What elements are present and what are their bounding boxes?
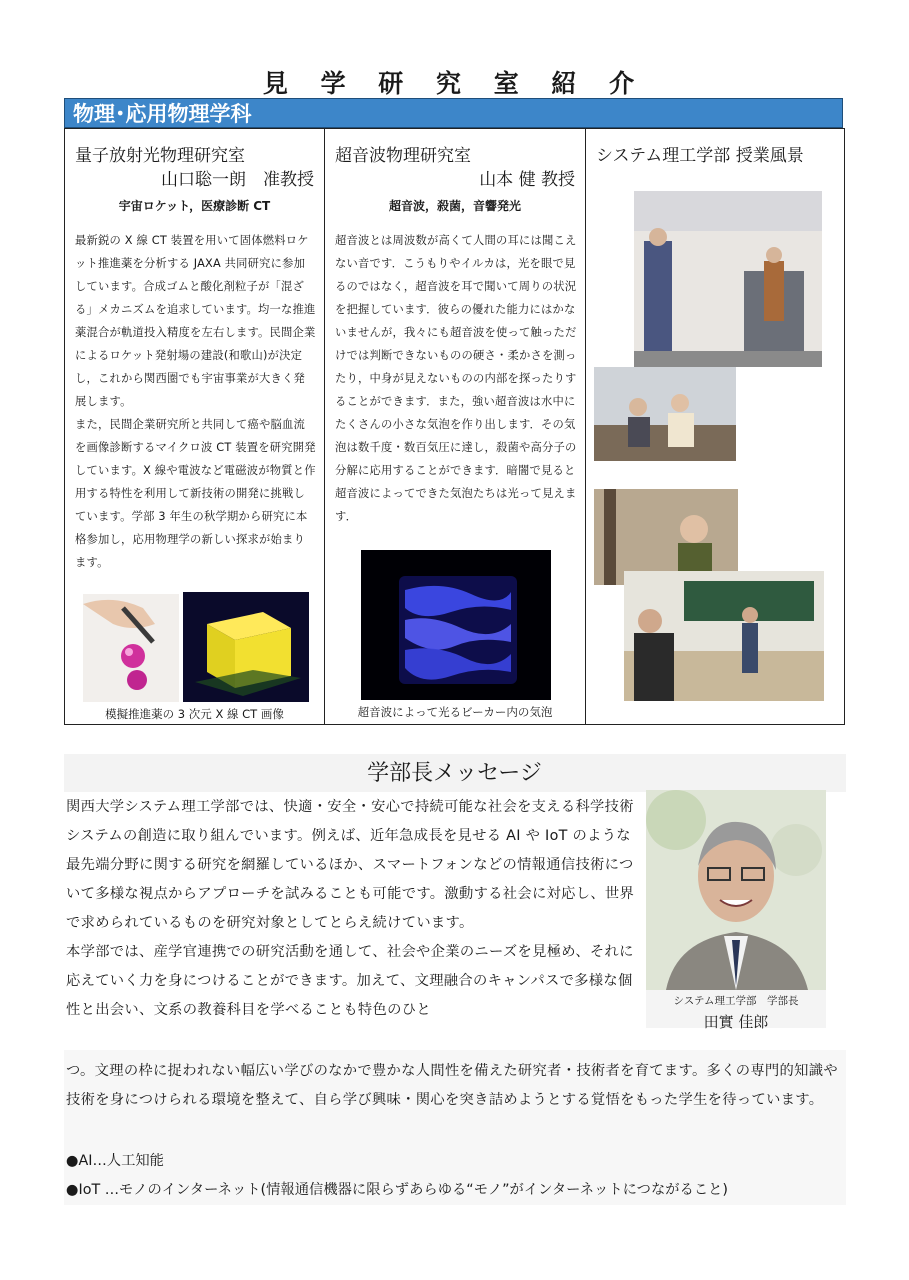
paragraph: また，民間企業研究所と共同して癌や脳血流を画像診断するマイクロ波 CT 装置を研究開発しています。X 線や電波など電磁波が物質と作用する特性を利用して新技術の開発に挑戦しています。学部 3 年生の秋学期から研究に本格参加し，応用物理学の新しい探求が始まります。 [75, 418, 316, 569]
lab-keywords: 超音波，殺菌，音響発光 [388, 199, 521, 213]
message-paragraph: 関西大学システム理工学部では、快適・安全・安心で持続可能な社会を支える科学技術システムの創造に取り組んでいます。例えば、近年急成長を見せる AI や IoT のような最先端分野に関する研究を網羅しているほか、スマートフォンなどの情報通信技術について多様な視点からアプローチを試みることも可能です。激動する社会に対応し、世界で求められているものを研究対象としてとらえ続けています。 [66, 799, 635, 931]
message-title: 学部長メッセージ [367, 761, 542, 786]
lab-column-quantum [65, 129, 325, 724]
figure-caption: 超音波によって光るビーカー内の気泡 [357, 705, 553, 719]
message-body-continued [66, 1057, 840, 1115]
footnote-iot: ●IoT …モノのインターネット(情報通信機器に限らずあらゆる“モノ”がインターネットにつながること) [66, 1182, 729, 1198]
propellant-sample-photo [83, 594, 179, 702]
lab-description [335, 229, 577, 528]
xray-ct-image [183, 592, 309, 702]
dean-role: システム理工学部 学部長 [673, 995, 799, 1007]
lab-name: 超音波物理研究室 [335, 146, 471, 166]
lab-grid [64, 128, 845, 725]
classroom-photo [624, 571, 824, 701]
paragraph: 最新鋭の X 線 CT 装置を用いて固体燃料ロケット推進薬を分析する JAXA 共同研究に参加しています。合成ゴムと酸化剤粒子が「混ざる」メカニズムを追求しています。均一な推進薬混合が軌道投入精度を左右します。民間企業によるロケット発射場の建設(和歌山)が決定し，これから関西圏でも宇宙事業が大きく発展します。 [75, 234, 316, 408]
department-header: 物理･応用物理学科 [64, 98, 843, 128]
lab-name: 量子放射光物理研究室 [75, 146, 245, 166]
message-body [66, 793, 638, 1025]
lab-equipment-photo [634, 191, 822, 367]
students-experiment-photo [594, 367, 736, 461]
class-scenes-column [586, 129, 844, 724]
message-paragraph: つ。文理の枠に捉われない幅広い学びのなかで豊かな人間性を備えた研究者・技術者を育てます。多くの専門的知識や技術を身につけられる環境を整えて、自ら学び興味・関心を突き詰めようとする覚悟をもった学生を待っています。 [66, 1063, 838, 1108]
lab-keywords: 宇宙ロケット，医療診断 CT [118, 199, 271, 213]
figure-caption: 模擬推進薬の 3 次元 X 線 CT 画像 [105, 707, 284, 721]
lab-description [75, 229, 316, 574]
professor-name: 山本 健 教授 [479, 170, 575, 190]
lab-column-ultrasound [325, 129, 586, 724]
column-title: システム理工学部 授業風景 [596, 146, 804, 166]
dean-name: 田實 佳郎 [703, 1013, 769, 1031]
message-paragraph: 本学部では、産学官連携での研究活動を通して、社会や企業のニーズを見極め、それに応えていく力を身につけることができます。加えて、文理融合のキャンパスで多様な個性と出会い、文系の教養科目を学べることも特色のひと [66, 944, 634, 1018]
paragraph: 超音波とは周波数が高くて人間の耳には聞こえない音です．こうもりやイルカは，光を眼で見るのではなく，超音波を耳で聞いて周りの状況を把握しています．彼らの優れた能力にはかないませんが，我々にも超音波を使って触っただけでは判断できないものの硬さ・柔かさを測ったり，中身が見えないものの内部を探ったりすることができます．また，強い超音波は水中にたくさんの小さな気泡を作り出します．その気泡は数千度・数百気圧に達し，殺菌や高分子の分解に応用することができます．暗闇で見ると超音波によってできた気泡たちは光って見えます． [335, 234, 577, 523]
glowing-bubbles-photo [361, 550, 551, 700]
footnote-ai: ●AI…人工知能 [66, 1153, 164, 1169]
page-title: 見 学 研 究 室 紹 介 [262, 69, 647, 98]
professor-name: 山口聡一朗 准教授 [161, 170, 314, 190]
